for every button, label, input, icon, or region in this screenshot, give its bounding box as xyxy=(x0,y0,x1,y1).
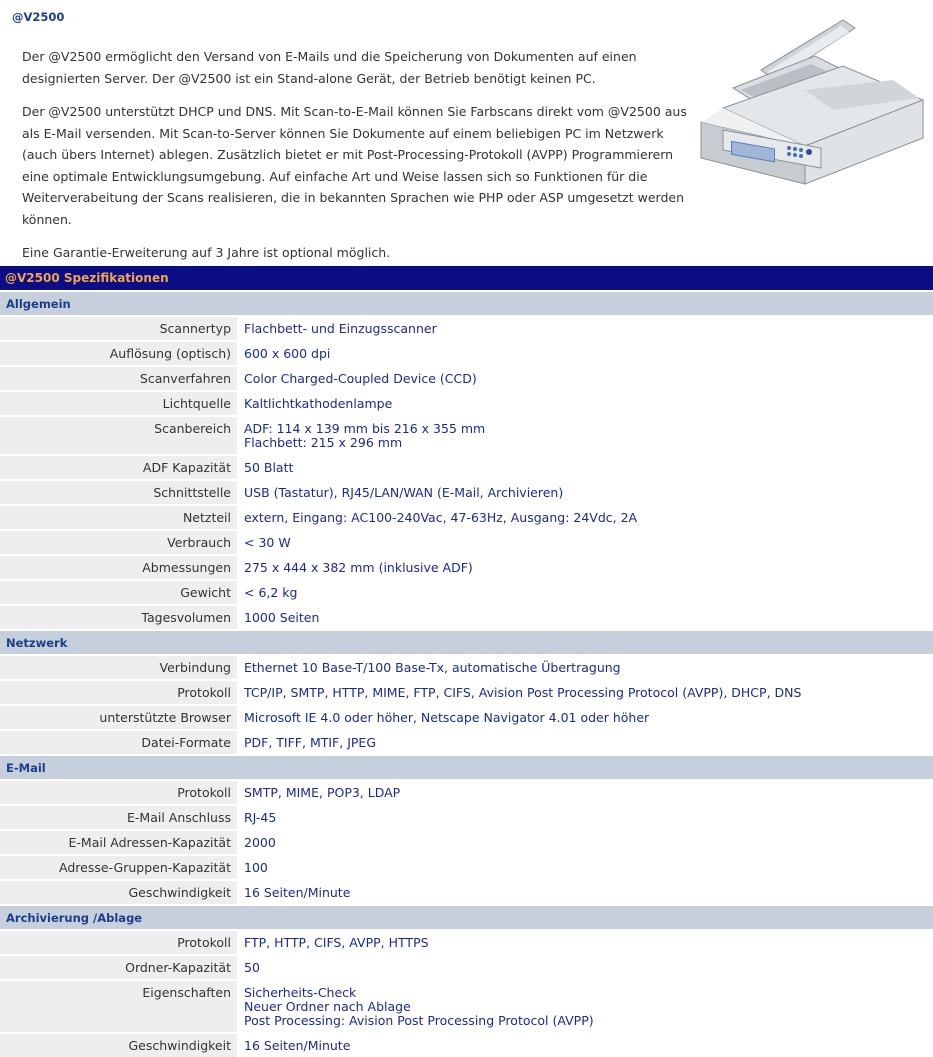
spec-key: Scanbereich xyxy=(0,416,238,455)
table-row xyxy=(0,316,933,341)
table-row xyxy=(0,930,933,955)
spec-value: 50 Blatt xyxy=(238,455,933,480)
spec-key: Scanverfahren xyxy=(0,366,238,391)
group-title: Netzwerk xyxy=(0,630,933,655)
intro-text xyxy=(22,46,692,276)
spec-key: Netzteil xyxy=(0,505,238,530)
spec-value: RJ-45 xyxy=(238,805,933,830)
spec-key: Verbrauch xyxy=(0,530,238,555)
spec-value: Color Charged-Coupled Device (CCD) xyxy=(238,366,933,391)
spec-value: PDF, TIFF, MTIF, JPEG xyxy=(238,730,933,755)
group-title: Allgemein xyxy=(0,291,933,316)
table-row xyxy=(0,705,933,730)
spec-value: Ethernet 10 Base-T/100 Base-Tx, automatische Übertragung xyxy=(238,655,933,680)
spec-key: Auflösung (optisch) xyxy=(0,341,238,366)
table-row xyxy=(0,416,933,455)
spec-key: ADF Kapazität xyxy=(0,455,238,480)
spec-key: Protokoll xyxy=(0,780,238,805)
spec-value: 50 xyxy=(238,955,933,980)
spec-key: Protokoll xyxy=(0,930,238,955)
table-row xyxy=(0,530,933,555)
spec-value: USB (Tastatur), RJ45/LAN/WAN (E-Mail, Archivieren) xyxy=(238,480,933,505)
spec-value: 16 Seiten/Minute xyxy=(238,880,933,905)
table-row xyxy=(0,980,933,1033)
spec-key: Geschwindigkeit xyxy=(0,1033,238,1057)
spec-key: Geschwindigkeit xyxy=(0,880,238,905)
table-row xyxy=(0,505,933,530)
spec-value: < 30 W xyxy=(238,530,933,555)
intro-paragraph: Eine Garantie-Erweiterung auf 3 Jahre ist optional möglich. xyxy=(22,245,391,260)
table-row xyxy=(0,830,933,855)
table-row xyxy=(0,855,933,880)
spec-key: E-Mail Anschluss xyxy=(0,805,238,830)
scanner-product-image xyxy=(693,18,925,188)
spec-key: E-Mail Adressen-Kapazität xyxy=(0,830,238,855)
table-row xyxy=(0,780,933,805)
spec-key: Eigenschaften xyxy=(0,980,238,1033)
table-row xyxy=(0,391,933,416)
spec-key: Datei-Formate xyxy=(0,730,238,755)
page-title: @V2500 xyxy=(12,10,65,24)
spec-value xyxy=(238,416,933,455)
spec-value: Flachbett- und Einzugsscanner xyxy=(238,316,933,341)
spec-key: Abmessungen xyxy=(0,555,238,580)
spec-value-line: Sicherheits-Check xyxy=(244,985,357,1000)
spec-key: Tagesvolumen xyxy=(0,605,238,630)
spec-value: FTP, HTTP, CIFS, AVPP, HTTPS xyxy=(238,930,933,955)
spec-value: Microsoft IE 4.0 oder höher, Netscape Navigator 4.01 oder höher xyxy=(238,705,933,730)
spec-key: Ordner-Kapazität xyxy=(0,955,238,980)
table-row xyxy=(0,366,933,391)
group-header-allgemein xyxy=(0,291,933,316)
spec-key: unterstützte Browser xyxy=(0,705,238,730)
spec-value: SMTP, MIME, POP3, LDAP xyxy=(238,780,933,805)
spec-key: Lichtquelle xyxy=(0,391,238,416)
spec-key: Gewicht xyxy=(0,580,238,605)
group-title: Archivierung /Ablage xyxy=(0,905,933,930)
spec-value: 275 x 444 x 382 mm (inklusive ADF) xyxy=(238,555,933,580)
table-row xyxy=(0,1033,933,1057)
spec-value: TCP/IP, SMTP, HTTP, MIME, FTP, CIFS, Avision Post Processing Protocol (AVPP), DHCP, DNS xyxy=(238,680,933,705)
spec-key: Verbindung xyxy=(0,655,238,680)
intro-paragraph: Der @V2500 unterstützt DHCP und DNS. Mit Scan-to-E-Mail können Sie Farbscans direkt vom @V2500 aus als E-Mail versenden. Mit Scan-to-Server können Sie Dokumente auf einem beliebigen PC im Netzwerk (auch übers Internet) ablegen. Zusätzlich bietet er mit Post-Processing-Protokoll (AVPP) Programmierern eine optimale Entwicklungsumgebung. Auf einfache Art und Weise lassen sich so Funktionen für die Weiterverabeitung der Scans realisieren, die in bekannten Sprachen wie PHP oder ASP umgesetzt werden können. xyxy=(22,104,687,227)
table-row xyxy=(0,555,933,580)
spec-value-line: Neuer Ordner nach Ablage xyxy=(244,999,411,1014)
spec-value: < 6,2 kg xyxy=(238,580,933,605)
table-row xyxy=(0,880,933,905)
spec-value: 2000 xyxy=(238,830,933,855)
table-row xyxy=(0,805,933,830)
spec-key: Scannertyp xyxy=(0,316,238,341)
spec-value-line: Flachbett: 215 x 296 mm xyxy=(244,435,403,450)
table-row xyxy=(0,580,933,605)
spec-title: @V2500 Spezifikationen xyxy=(0,266,933,291)
table-row xyxy=(0,730,933,755)
spec-value-line: Post Processing: Avision Post Processing Protocol (AVPP) xyxy=(244,1013,594,1028)
intro-paragraph: Der @V2500 ermöglicht den Versand von E-Mails und die Speicherung von Dokumenten auf einen designierten Server. Der @V2500 ist ein Stand-alone Gerät, der Betrieb benötigt keinen PC. xyxy=(22,49,637,86)
table-row xyxy=(0,480,933,505)
spec-key: Protokoll xyxy=(0,680,238,705)
table-row xyxy=(0,605,933,630)
group-title: E-Mail xyxy=(0,755,933,780)
table-row xyxy=(0,655,933,680)
spec-key: Schnittstelle xyxy=(0,480,238,505)
table-row xyxy=(0,341,933,366)
spec-value: 1000 Seiten xyxy=(238,605,933,630)
spec-value: extern, Eingang: AC100-240Vac, 47-63Hz, Ausgang: 24Vdc, 2A xyxy=(238,505,933,530)
spec-value: 600 x 600 dpi xyxy=(238,341,933,366)
group-header-archivierung xyxy=(0,905,933,930)
table-row xyxy=(0,455,933,480)
spec-key: Adresse-Gruppen-Kapazität xyxy=(0,855,238,880)
table-row xyxy=(0,955,933,980)
spec-value: Kaltlichtkathodenlampe xyxy=(238,391,933,416)
spec-value: 16 Seiten/Minute xyxy=(238,1033,933,1057)
spec-value: 100 xyxy=(238,855,933,880)
spec-value xyxy=(238,980,933,1033)
group-header-netzwerk xyxy=(0,630,933,655)
specifications-table xyxy=(0,266,933,1057)
table-row xyxy=(0,680,933,705)
group-header-email xyxy=(0,755,933,780)
spec-header xyxy=(0,266,933,291)
spec-value-line: ADF: 114 x 139 mm bis 216 x 355 mm xyxy=(244,421,486,436)
